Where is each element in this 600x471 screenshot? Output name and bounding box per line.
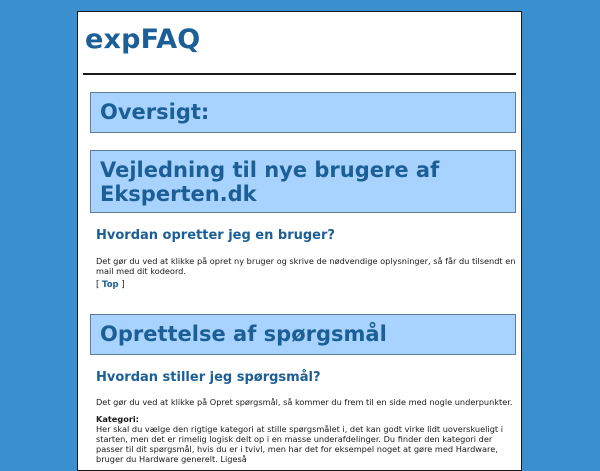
question-heading: Hvordan opretter jeg en bruger? — [96, 228, 335, 243]
question-heading: Hvordan stiller jeg spørgsmål? — [96, 370, 321, 385]
bracket-open: [ — [96, 280, 103, 290]
bracket-close: ] — [118, 280, 125, 290]
overview-heading-box — [90, 92, 516, 133]
faq-page — [77, 11, 522, 471]
category-paragraph — [96, 414, 516, 464]
answer-text: Det gør du ved at klikke på opret ny bruger og skrive de nødvendige oplysninger, så får du tilsendt en mail med dit kodeord. — [96, 256, 516, 276]
section-heading-box — [90, 150, 516, 213]
section-heading-line1: Vejledning til nye brugere af — [100, 158, 440, 182]
answer-text: Det gør du ved at klikke på Opret spørgsmål, så kommer du frem til en side med nogle underpunkter. — [96, 397, 513, 407]
section-heading — [100, 158, 506, 206]
overview-heading: Oversigt: — [100, 100, 210, 124]
title-divider — [83, 73, 516, 75]
section-heading: Oprettelse af spørgsmål — [100, 322, 387, 346]
section-heading-line2: Eksperten.dk — [100, 182, 257, 206]
section-heading-box — [90, 314, 516, 355]
category-label: Kategori: — [96, 414, 139, 424]
category-text: Her skal du vælge den rigtige kategori at stille spørgsmålet i, det kan godt virke lidt uoverskueligt i starten, men det er rimelig logisk delt op i en masse underafdelinger. Du finder den kategori der passer til dit spørgsmål, hvis du er i tvivl, men har det for eksempel noget at gøre med Hardware, bruger du Hardware generelt. Ligeså — [96, 424, 503, 464]
top-link[interactable]: Top — [102, 280, 119, 290]
back-to-top — [96, 280, 125, 290]
site-title: expFAQ — [85, 24, 201, 55]
